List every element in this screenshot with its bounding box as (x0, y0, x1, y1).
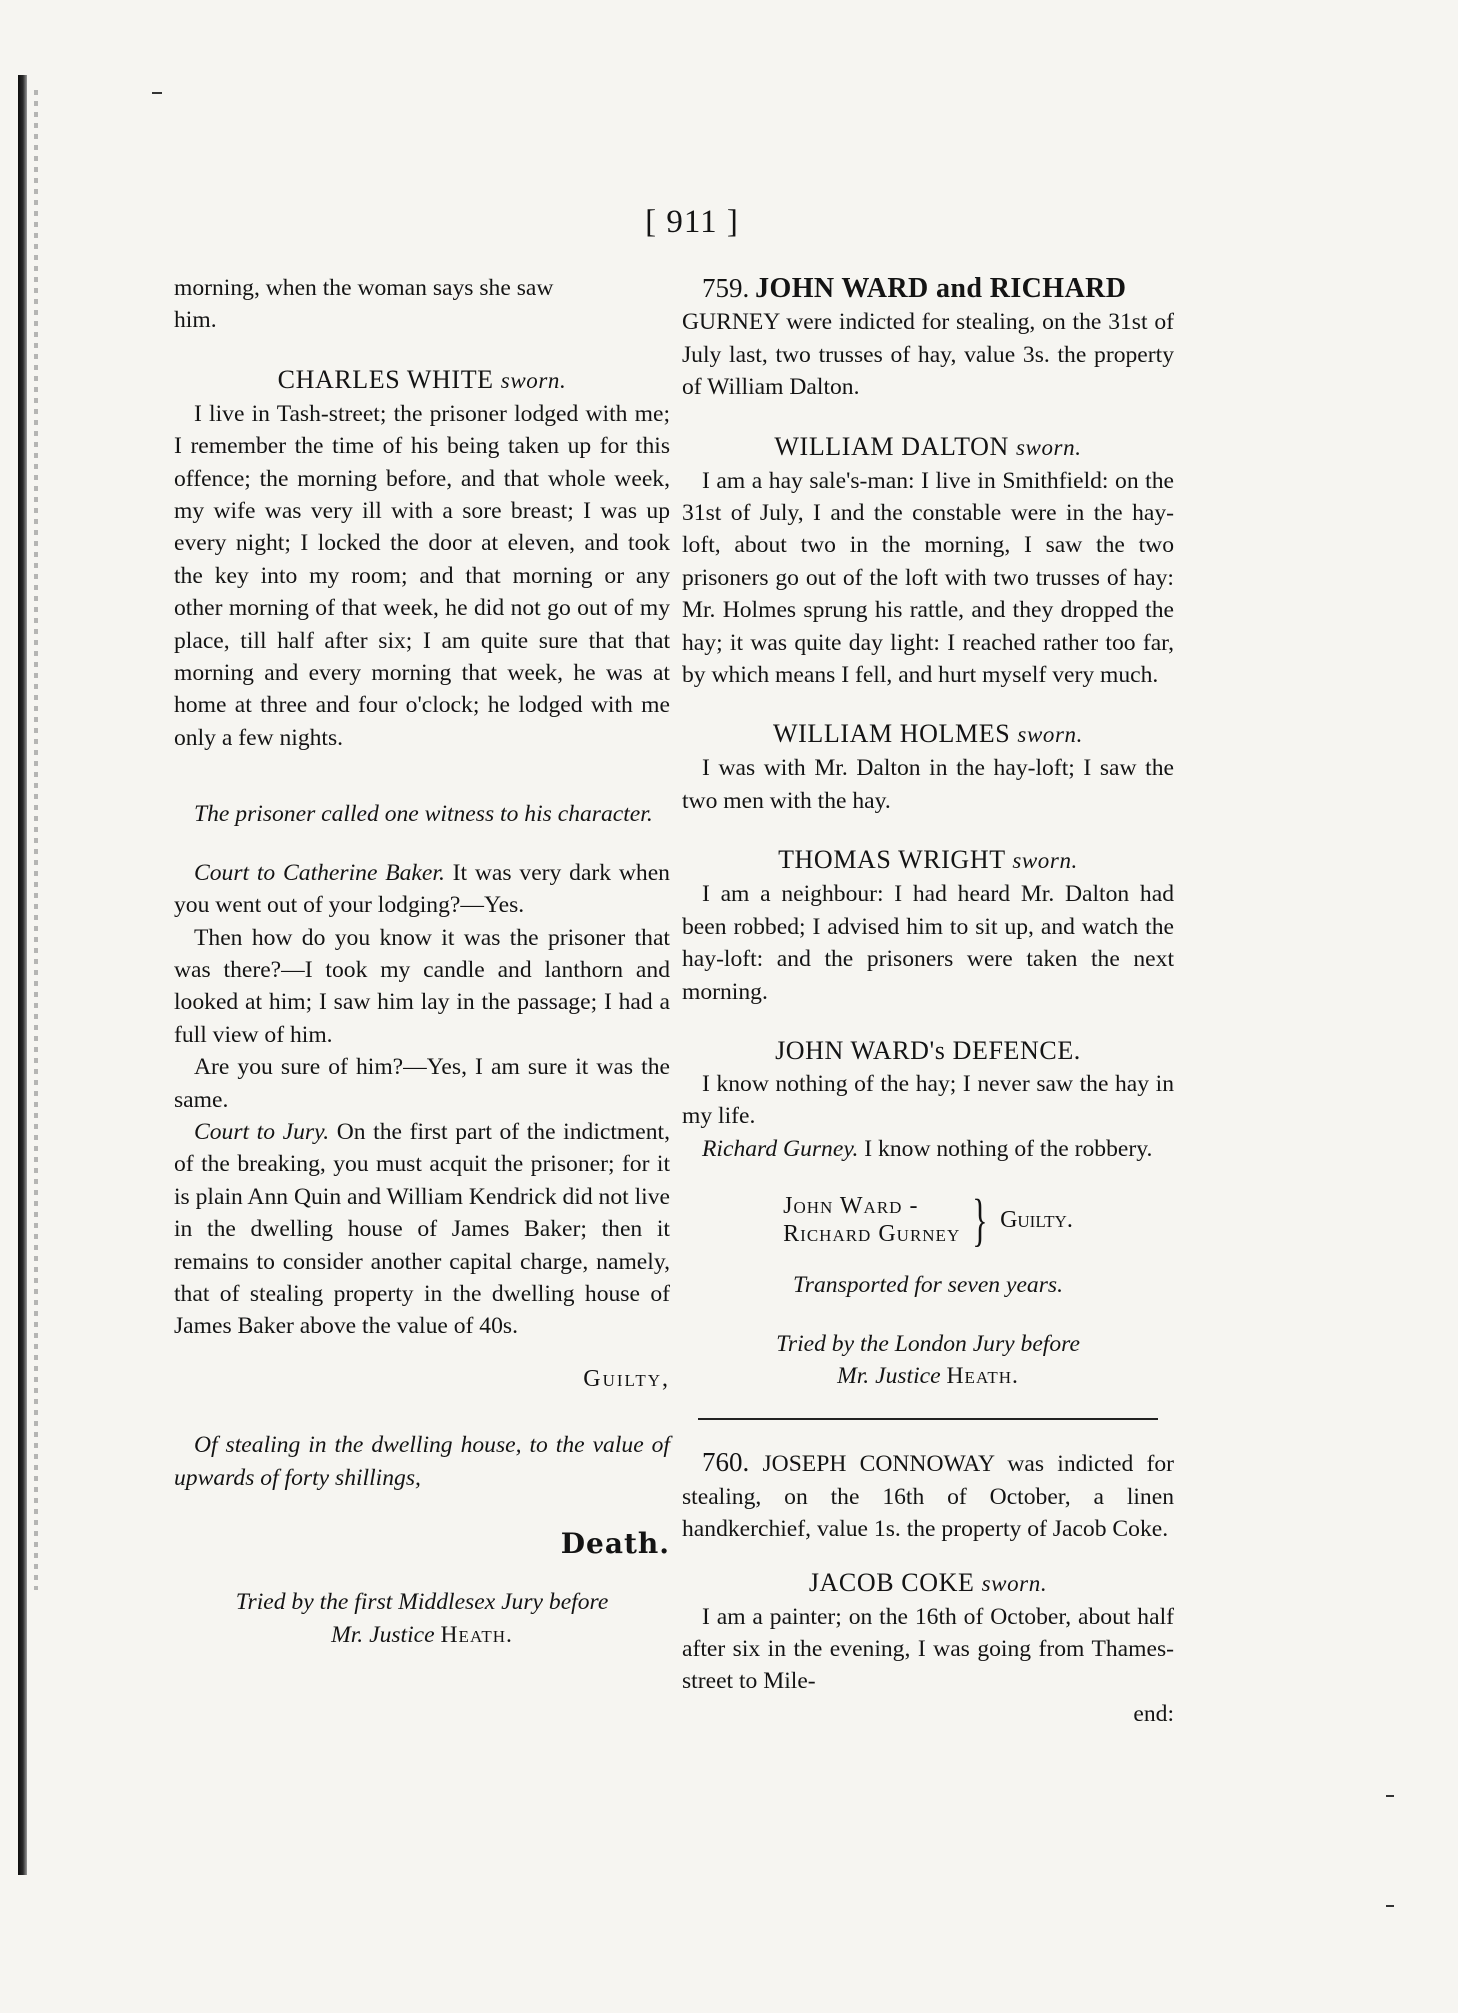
brace-glyph: } (972, 1187, 988, 1253)
witness-heading-thomas-wright (682, 843, 1174, 878)
defendant-gurney: Richard Gurney (783, 1221, 961, 1248)
text: On the first part of the indictment, of the breaking, you must acquit the prisoner; for it is plain Ann Quin and William Kendrick did not live in the dwelling house of James Baker; then it remains to consider another capital charge, namely, that of stealing property in the dwelling house of James Baker above the value of 40s. (174, 1118, 670, 1340)
scan-speck (152, 92, 162, 94)
verdict-guilty: Guilty, (583, 1365, 670, 1392)
tried-london-line-1: Tried by the London Jury before (776, 1330, 1080, 1357)
transported-note: Transported for seven years. (792, 1272, 1063, 1299)
character-note: The prisoner called one witness to his character. (194, 801, 653, 828)
page-folio: [ 911 ] (645, 204, 739, 240)
scan-binding-shadow (34, 90, 38, 1590)
sentence-death: Death. (560, 1527, 670, 1560)
opening-line-1: morning, when the woman says she saw (174, 275, 554, 301)
sworn-label: sworn. (981, 1570, 1048, 1596)
defence-text: I know nothing of the hay; I never saw the hay in my life. (682, 1070, 1174, 1130)
testimony-thomas-wright: I am a neighbour: I had heard Mr. Dalton had been robbed; I advised him to sit up, and watch the hay-loft: and the prisoners were taken the next morning. (682, 881, 1174, 1005)
sworn-label: sworn. (1017, 722, 1083, 748)
speaker: Court to Catherine Baker. (194, 859, 445, 886)
witness-heading-jacob-coke (682, 1566, 1174, 1601)
catchword: end: (1133, 1700, 1174, 1727)
of-stealing-note: Of stealing in the dwelling house, to the value of upwards of forty shillings, (174, 1432, 670, 1491)
speaker: Court to Jury. (194, 1118, 330, 1145)
witness-name: WILLIAM HOLMES (772, 719, 1011, 749)
judge-title: Mr. Justice (331, 1621, 435, 1648)
sworn-label: sworn. (1012, 848, 1078, 874)
court-to-baker (174, 857, 670, 922)
judge-title: Mr. Justice (837, 1362, 941, 1389)
defendants: JOHN WARD and RICHARD (755, 273, 1127, 304)
verdict-brace (682, 1187, 1174, 1253)
tried-line-2 (174, 1619, 670, 1651)
witness-name: WILLIAM DALTON (774, 431, 1009, 461)
verdict-guilty: Guilty. (1000, 1207, 1073, 1234)
witness-name: THOMAS WRIGHT (778, 845, 1006, 875)
case-759-charge: GURNEY were indicted for stealing, on the 31st of July last, two trusses of hay, value 3s. the property of William Dalton. (682, 309, 1174, 401)
scan-speck (1386, 1905, 1394, 1907)
witness-heading-william-dalton (682, 430, 1174, 465)
are-you-sure-paragraph: Are you sure of him?—Yes, I am sure it was the same. (174, 1054, 670, 1113)
left-column (174, 272, 670, 1651)
speaker: Richard Gurney. (702, 1135, 859, 1162)
sworn-label: sworn. (1015, 434, 1082, 460)
case-number: 759. (702, 273, 750, 303)
judge-name: Heath. (440, 1621, 513, 1648)
sworn-label: sworn. (500, 367, 567, 393)
right-column (682, 272, 1174, 1730)
gurney-statement (682, 1133, 1174, 1165)
tried-line-1: Tried by the first Middlesex Jury before (235, 1589, 609, 1616)
scan-speck (1386, 1795, 1394, 1797)
witness-name: JACOB COKE (808, 1567, 975, 1597)
case-number: 760. (702, 1447, 750, 1478)
opening-line-2: him. (174, 307, 217, 334)
text: It was very dark when you went out of your lodging?—Yes. (174, 859, 670, 919)
witness-heading-william-holmes (682, 717, 1174, 752)
testimony-william-holmes: I was with Mr. Dalton in the hay-loft; I saw the two men with the hay. (682, 755, 1174, 814)
tried-london-line-2 (682, 1360, 1174, 1392)
court-to-jury (174, 1116, 670, 1343)
judge-name: Heath. (946, 1362, 1019, 1389)
text: I know nothing of the robbery. (864, 1135, 1153, 1162)
testimony-charles-white: I live in Tash-street; the prisoner lodged with me; I remember the time of his being taken up for this offence; the morning before, and that whole week, my wife was very ill with a sore breast; I was up every night; I locked the door at eleven, and took the key into my room; and that morning or any other morning of that week, he did not go out of my place, till half after six; I am quite sure that that morning and every morning that week, he was at home at three and four o'clock; he lodged with me only a few nights. (174, 400, 670, 751)
witness-heading-charles-white (174, 363, 670, 398)
defence-heading: JOHN WARD's DEFENCE. (775, 1035, 1081, 1065)
charge: JOSEPH CONNOWAY was indicted for stealing, on the 16th of October, a linen handkerchief, value 1s. the property of Jacob Coke. (682, 1451, 1174, 1543)
testimony-jacob-coke: I am a painter; on the 16th of October, about half after six in the evening, I was going from Thames-street to Mile- (682, 1603, 1174, 1695)
defendant-ward: John Ward - (783, 1193, 919, 1220)
witness-name: CHARLES WHITE (277, 364, 494, 394)
case-759-opening (682, 272, 1174, 306)
testimony-william-dalton: I am a hay sale's-man: I live in Smithfield: on the 31st of July, I and the constable were in the hay-loft, about two in the morning, I saw the two prisoners go out of the loft with two trusses of hay: Mr. Holmes sprung his rattle, and they dropped the hay; it was quite day light: I reached rather too far, by which means I fell, and hurt myself very much. (682, 467, 1174, 689)
defendant-names (783, 1192, 960, 1248)
case-760 (682, 1446, 1174, 1545)
then-how-paragraph: Then how do you know it was the prisoner that was there?—I took my candle and lanthorn and looked at him; I saw him lay in the passage; I had a full view of him. (174, 924, 670, 1048)
scan-binding-edge (18, 75, 27, 1875)
